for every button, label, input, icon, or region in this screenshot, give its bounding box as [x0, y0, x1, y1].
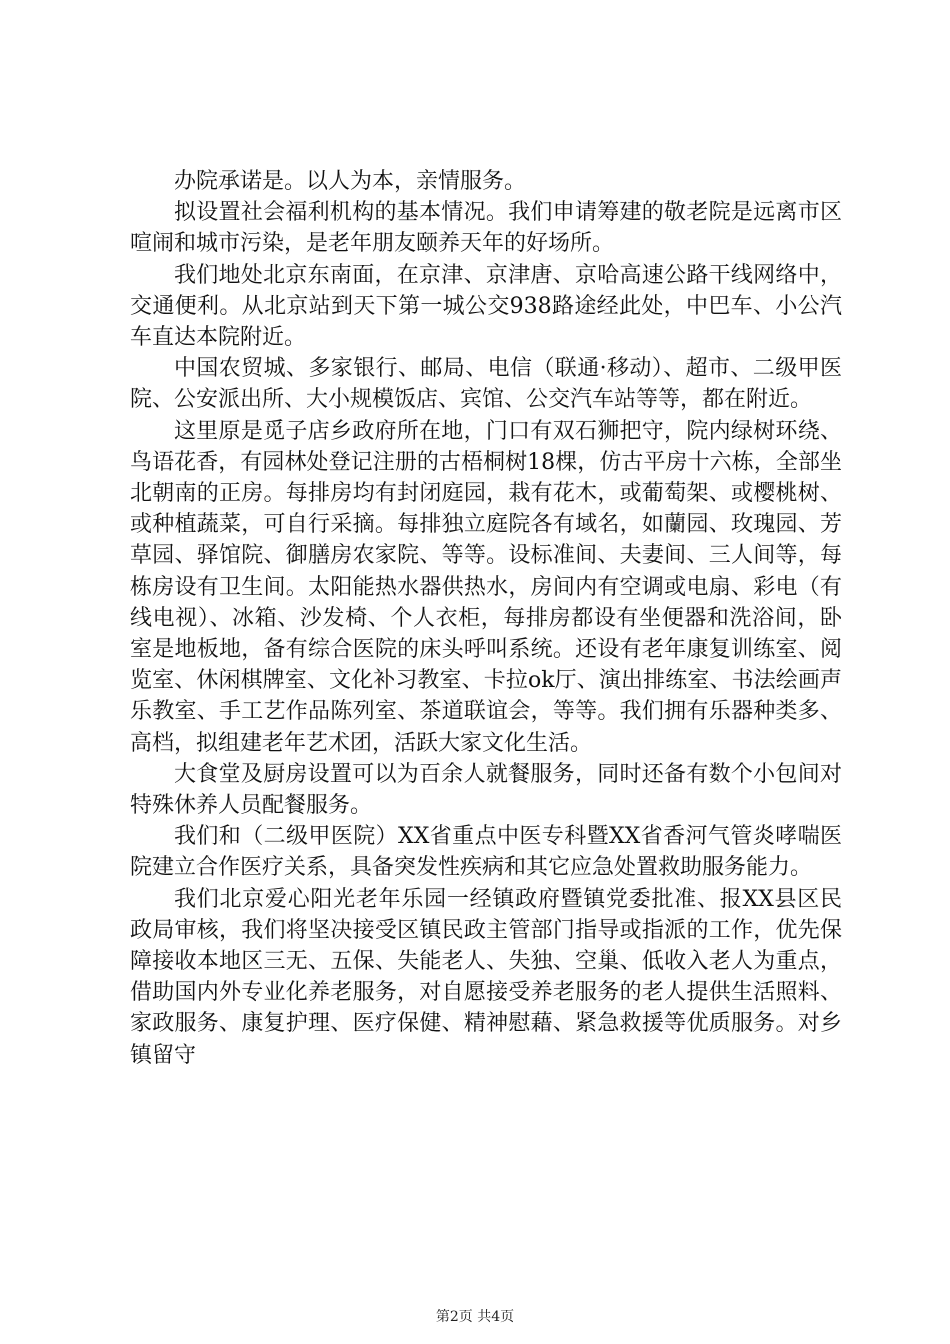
- paragraph: 拟设置社会福利机构的基本情况。我们申请筹建的敬老院是远离市区喧闹和城市污染，是老年朋友颐养天年的好场所。: [130, 200, 842, 257]
- document-body: [130, 166, 842, 1071]
- paragraph: 这里原是觅子店乡政府所在地，门口有双石狮把守，院内绿树环绕、鸟语花香，有园林处登记注册的古梧桐树18棵，仿古平房十六栋，全部坐北朝南的正房。每排房均有封闭庭园，栽有花木，或葡萄架、或樱桃树、或种植蔬菜，可自行采摘。每排独立庭院各有域名，如蘭园、玫瑰园、芳草园、驿馆院、御膳房农家院、等等。设标准间、夫妻间、三人间等，每栋房设有卫生间。太阳能热水器供热水，房间内有空调或电扇、彩电（有线电视）、冰箱、沙发椅、个人衣柜，每排房都设有坐便器和洗浴间，卧室是地板地，备有综合医院的床头呼叫系统。还设有老年康复训练室、阅览室、休闲棋牌室、文化补习教室、卡拉ok厅、演出排练室、书法绘画声乐教室、手工艺作品陈列室、茶道联谊会，等等。我们拥有乐器种类多、高档，拟组建老年艺术团，活跃大家文化生活。: [130, 418, 842, 756]
- page-number-footer: 第2页 共4页: [435, 1309, 515, 1325]
- paragraph: 我们和（二级甲医院）XX省重点中医专科暨XX省香河气管炎哮喘医院建立合作医疗关系，具备突发性疾病和其它应急处置救助服务能力。: [130, 824, 842, 881]
- paragraph: 办院承诺是。以人为本，亲情服务。: [174, 169, 527, 194]
- paragraph: 我们地处北京东南面，在京津、京津唐、京哈高速公路干线网络中，交通便利。从北京站到天下第一城公交938路途经此处，中巴车、小公汽车直达本院附近。: [130, 262, 842, 351]
- paragraph: 中国农贸城、多家银行、邮局、电信（联通·移动）、超市、二级甲医院、公安派出所、大小规模饭店、宾馆、公交汽车站等等，都在附近。: [130, 356, 842, 413]
- paragraph: 大食堂及厨房设置可以为百余人就餐服务，同时还备有数个小包间对特殊休养人员配餐服务。: [130, 761, 842, 819]
- paragraph: 我们北京爱心阳光老年乐园一经镇政府暨镇党委批准、报XX县区民政局审核，我们将坚决接受区镇民政主管部门指导或指派的工作，优先保障接收本地区三无、五保、失能老人、失独、空巢、低收入老人为重点，借助国内外专业化养老服务，对自愿接受养老服务的老人提供生活照料、家政服务、康复护理、医疗保健、精神慰藉、紧急救援等优质服务。对乡镇留守: [130, 886, 842, 1068]
